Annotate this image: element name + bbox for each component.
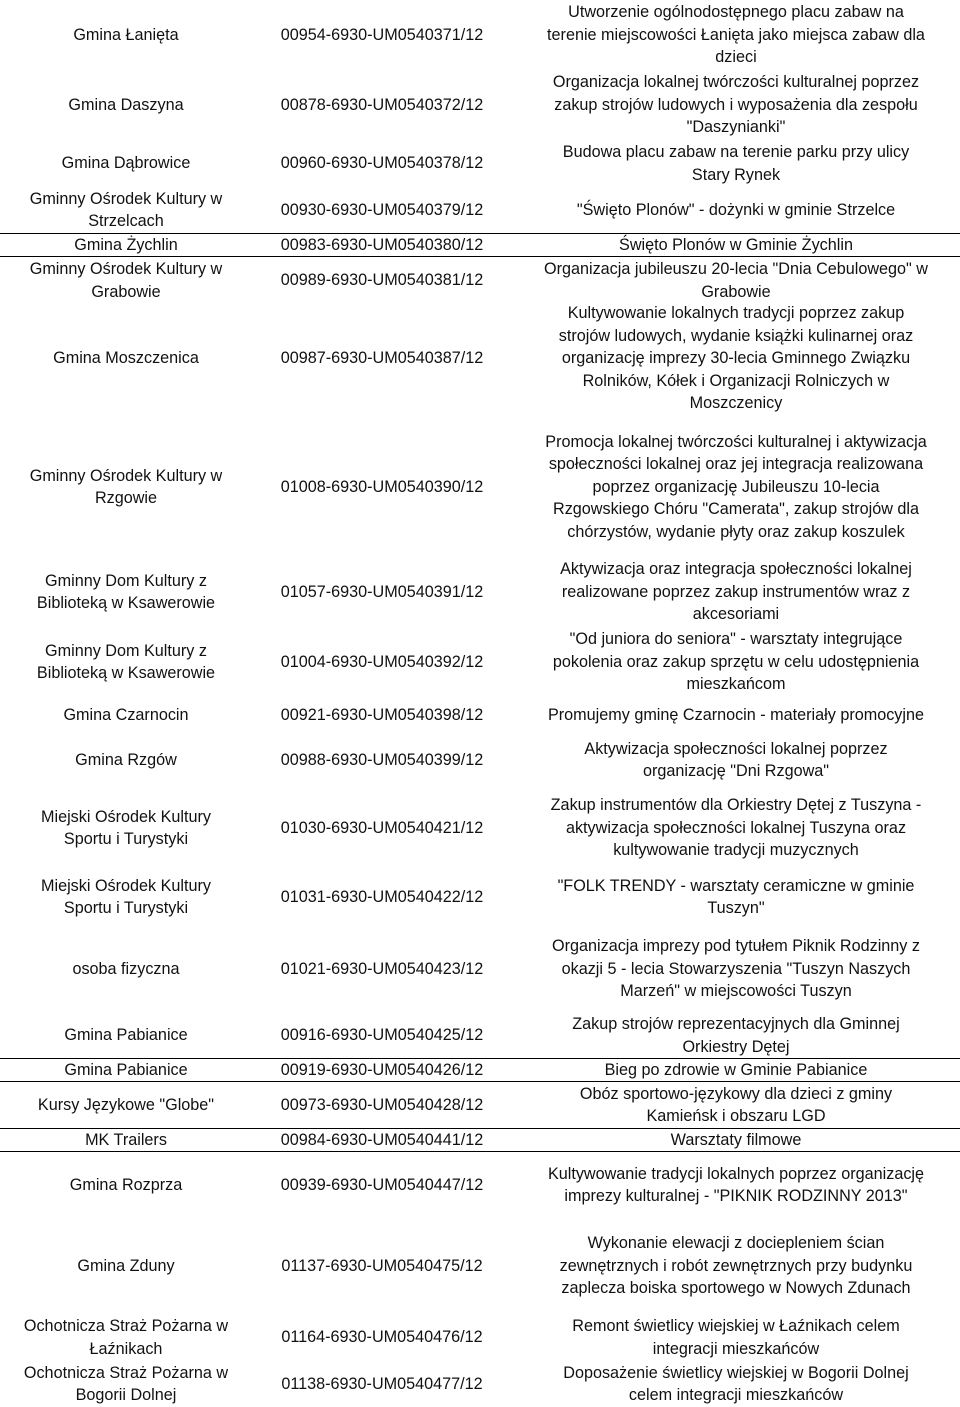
applicant-cell: Gminny Ośrodek Kultury w Rzgowie: [29, 466, 223, 507]
table-row: [0, 300, 960, 417]
operation-title-cell: Święto Plonów w Gminie Żychlin: [619, 235, 853, 254]
table-row: [0, 187, 960, 234]
table-row: [0, 234, 960, 257]
table-row: [0, 140, 960, 187]
applicant-cell: osoba fizyczna: [72, 959, 180, 978]
applicant-cell: Gminny Dom Kultury z Biblioteką w Ksawerowie: [36, 571, 216, 612]
operation-title-cell: "Święto Plonów" - dożynki w gminie Strzelce: [576, 200, 896, 219]
operation-title-cell: Doposażenie świetlicy wiejskiej w Bogorii Dolnej celem integracji mieszkańców: [563, 1363, 909, 1404]
application-number-cell: 00921-6930-UM0540398/12: [280, 705, 484, 724]
table-row: [0, 925, 960, 1013]
application-number-cell: 00919-6930-UM0540426/12: [280, 1060, 484, 1079]
table-row: [0, 733, 960, 787]
application-number-cell: 00930-6930-UM0540379/12: [280, 200, 484, 219]
application-number-cell: 00878-6930-UM0540372/12: [280, 95, 484, 114]
operation-title-cell: Organizacja lokalnej twórczości kulturalnej poprzez zakup strojów ludowych i wyposażenia dla zespołu "Daszynianki": [552, 73, 920, 137]
operation-title-cell: Zakup instrumentów dla Orkiestry Dętej z Tuszyna - aktywizacja społeczności lokalnej Tuszyna oraz kultywowanie tradycji muzycznych: [550, 796, 922, 860]
operation-title-cell: "FOLK TRENDY - warsztaty ceramiczne w gminie Tuszyn": [557, 876, 915, 917]
applicant-cell: Gmina Czarnocin: [63, 705, 189, 724]
application-number-cell: 01004-6930-UM0540392/12: [280, 652, 484, 671]
application-number-cell: 00989-6930-UM0540381/12: [280, 271, 484, 290]
application-number-cell: 01031-6930-UM0540422/12: [280, 887, 484, 906]
application-number-cell: 01137-6930-UM0540475/12: [281, 1256, 483, 1275]
operation-title-cell: Aktywizacja oraz integracja społeczności lokalnej realizowane poprzez zakup instrumentów wraz z akcesoriami: [560, 560, 912, 624]
table-row: [0, 417, 960, 557]
table-row: [0, 257, 960, 304]
operation-title-cell: Kultywowanie tradycji lokalnych poprzez organizację imprezy kulturalnej - "PIKNIK RODZINNY 2013": [547, 1164, 925, 1205]
operation-title-cell: Organizacja jubileuszu 20-lecia "Dnia Cebulowego" w Grabowie: [543, 260, 928, 301]
application-number-cell: 00988-6930-UM0540399/12: [280, 750, 484, 769]
application-number-cell: 00916-6930-UM0540425/12: [280, 1026, 484, 1045]
applicant-cell: Gmina Zduny: [77, 1256, 175, 1275]
applicant-cell: Gmina Rozprza: [69, 1175, 183, 1194]
applicant-cell: Gmina Rzgów: [75, 750, 177, 769]
application-number-cell: 00960-6930-UM0540378/12: [280, 154, 484, 173]
operation-title-cell: Aktywizacja społeczności lokalnej poprzez organizację "Dni Rzgowa": [584, 739, 888, 780]
operation-title-cell: Remont świetlicy wiejskiej w Łaźnikach celem integracji mieszkańców: [572, 1317, 900, 1358]
operation-title-cell: Zakup strojów reprezentacyjnych dla Gminnej Orkiestry Dętej: [572, 1015, 900, 1056]
application-number-cell: 01021-6930-UM0540423/12: [280, 959, 484, 978]
application-number-cell: 00954-6930-UM0540371/12: [280, 25, 484, 44]
applicant-cell: Gmina Dąbrowice: [61, 154, 191, 173]
applicant-cell: Gmina Moszczenica: [53, 349, 199, 368]
table-row: [0, 1059, 960, 1082]
application-number-cell: 01030-6930-UM0540421/12: [280, 818, 484, 837]
applicant-cell: Gmina Daszyna: [68, 95, 184, 114]
table-row: [0, 1314, 960, 1361]
applicant-cell: MK Trailers: [85, 1130, 167, 1149]
table-row: [0, 1082, 960, 1129]
operation-title-cell: Organizacja imprezy pod tytułem Piknik Rodzinny z okazji 5 - lecia Stowarzyszenia "Tuszyn Naszych Marzeń" w miejscowości Tuszyn: [552, 937, 920, 1001]
application-number-cell: 00984-6930-UM0540441/12: [280, 1130, 484, 1149]
application-number-cell: 00987-6930-UM0540387/12: [280, 349, 484, 368]
applicant-cell: Gminny Ośrodek Kultury w Grabowie: [29, 260, 223, 301]
applicant-cell: Kursy Językowe "Globe": [37, 1095, 215, 1114]
application-number-cell: 00939-6930-UM0540447/12: [280, 1175, 484, 1194]
table-row: [0, 70, 960, 140]
operation-title-cell: "Od juniora do seniora" - warsztaty integrujące pokolenia oraz zakup sprzętu w celu udostępnienia mieszkańcom: [552, 630, 920, 694]
table-row: [0, 0, 960, 70]
table-row: [0, 557, 960, 627]
table-row: [0, 1218, 960, 1314]
application-number-cell: 00983-6930-UM0540380/12: [280, 235, 484, 254]
table-row: [0, 697, 960, 733]
operation-title-cell: Utworzenie ogólnodostępnego placu zabaw na terenie miejscowości Łanięta jako miejsca zabaw dla dzieci: [547, 3, 925, 67]
application-number-cell: 01057-6930-UM0540391/12: [280, 582, 484, 601]
application-number-cell: 01008-6930-UM0540390/12: [280, 477, 484, 496]
table-row: [0, 1129, 960, 1152]
operation-title-cell: Bieg po zdrowie w Gminie Pabianice: [604, 1060, 868, 1079]
table-row: [0, 1013, 960, 1059]
operation-title-cell: Warsztaty filmowe: [670, 1130, 802, 1149]
operation-title-cell: Kultywowanie lokalnych tradycji poprzez zakup strojów ludowych, wydanie książki kulinarnej oraz organizację imprezy 30-lecia Gminnego Związku Rolników, Kółek i Organizacji Rolniczych w Moszczenicy: [558, 304, 914, 413]
applicant-cell: Gminny Ośrodek Kultury w Strzelcach: [29, 189, 223, 230]
table-row: [0, 1361, 960, 1407]
applicant-cell: Ochotnicza Straż Pożarna w Łaźnikach: [23, 1317, 229, 1358]
operation-title-cell: Promujemy gminę Czarnocin - materiały promocyjne: [547, 705, 925, 724]
application-number-cell: 01138-6930-UM0540477/12: [281, 1374, 483, 1393]
applicant-cell: Miejski Ośrodek Kultury Sportu i Turystyki: [40, 807, 212, 848]
applicant-cell: Gmina Żychlin: [74, 235, 178, 254]
applicant-cell: Miejski Ośrodek Kultury Sportu i Turystyki: [40, 876, 212, 917]
operation-title-cell: Budowa placu zabaw na terenie parku przy ulicy Stary Rynek: [562, 143, 910, 184]
applicant-cell: Gmina Pabianice: [64, 1026, 188, 1045]
applicant-cell: Gmina Pabianice: [64, 1060, 188, 1079]
operation-title-cell: Promocja lokalnej twórczości kulturalnej i aktywizacja społeczności lokalnej oraz jej integracja realizowana poprzez organizację Jubileuszu 10-lecia Rzgowskiego Chóru "Camerata", zakup strojów dla chórzystów, wydanie płyty oraz zakup koszulek: [545, 432, 927, 541]
table-row: [0, 1152, 960, 1218]
table-row: [0, 787, 960, 869]
application-number-cell: 00973-6930-UM0540428/12: [280, 1095, 484, 1114]
applicant-cell: Gmina Łanięta: [73, 25, 179, 44]
table-row: [0, 627, 960, 697]
applicant-cell: Gminny Dom Kultury z Biblioteką w Ksawerowie: [36, 641, 216, 682]
applicant-cell: Ochotnicza Straż Pożarna w Bogorii Dolnej: [23, 1363, 229, 1404]
operation-title-cell: Wykonanie elewacji z dociepleniem ścian zewnętrznych i robót zewnętrznych przy budynku zaplecza boiska sportowego w Nowych Zdunach: [559, 1234, 913, 1298]
operation-title-cell: Obóz sportowo-językowy dla dzieci z gminy Kamieńsk i obszaru LGD: [579, 1084, 893, 1125]
table-row: [0, 869, 960, 925]
application-number-cell: 01164-6930-UM0540476/12: [281, 1328, 483, 1347]
